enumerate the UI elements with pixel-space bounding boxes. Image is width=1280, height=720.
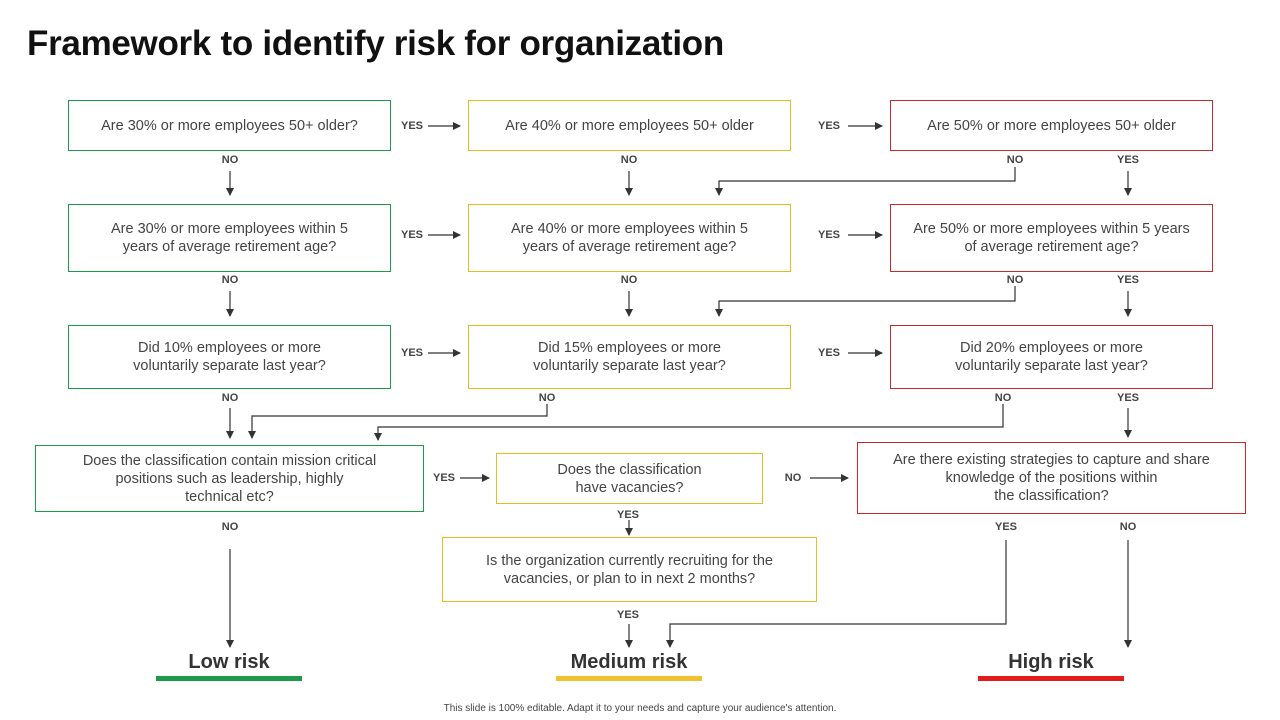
label-no: NO	[784, 472, 802, 484]
label-no: NO	[994, 392, 1012, 404]
arrow-r1-y2	[719, 167, 1015, 195]
high-risk-bar	[978, 676, 1124, 681]
box-r4: Are there existing strategies to capture and share knowledge of the positions within the classification?	[857, 442, 1246, 514]
outcome-low-risk: Low risk	[188, 651, 270, 673]
label-yes: YES	[1116, 274, 1140, 286]
box-y3: Did 15% employees or more voluntarily separate last year?	[468, 325, 791, 389]
medium-risk-bar	[556, 676, 702, 681]
label-no: NO	[1006, 154, 1024, 166]
low-risk-bar	[156, 676, 302, 681]
box-g2: Are 30% or more employees within 5 years of average retirement age?	[68, 204, 391, 272]
label-no: NO	[221, 154, 239, 166]
outcome-medium-risk: Medium risk	[570, 651, 688, 673]
box-g4: Does the classification contain mission critical positions such as leadership, highly technical etc?	[35, 445, 424, 512]
label-yes: YES	[817, 229, 841, 241]
label-no: NO	[620, 274, 638, 286]
box-y4: Does the classification have vacancies?	[496, 453, 763, 504]
label-yes: YES	[817, 120, 841, 132]
box-g3: Did 10% employees or more voluntarily separate last year?	[68, 325, 391, 389]
outcome-high-risk: High risk	[1008, 651, 1094, 673]
arrow-y3-g4	[252, 404, 547, 438]
box-y5: Is the organization currently recruiting for the vacancies, or plan to in next 2 months?	[442, 537, 817, 602]
label-no: NO	[1119, 521, 1137, 533]
label-no: NO	[221, 392, 239, 404]
label-yes: YES	[616, 609, 640, 621]
arrow-r3-g4	[378, 404, 1003, 440]
box-g1: Are 30% or more employees 50+ older?	[68, 100, 391, 151]
label-yes: YES	[400, 229, 424, 241]
footer-note: This slide is 100% editable. Adapt it to your needs and capture your audience's attention.	[443, 703, 837, 714]
label-yes: YES	[400, 120, 424, 132]
label-yes: YES	[400, 347, 424, 359]
label-no: NO	[620, 154, 638, 166]
label-no: NO	[1006, 274, 1024, 286]
label-yes: YES	[994, 521, 1018, 533]
label-no: NO	[221, 521, 239, 533]
label-yes: YES	[432, 472, 456, 484]
page-title: Framework to identify risk for organization	[27, 24, 724, 63]
label-no: NO	[221, 274, 239, 286]
box-r1: Are 50% or more employees 50+ older	[890, 100, 1213, 151]
label-yes: YES	[817, 347, 841, 359]
arrow-r2-y3	[719, 286, 1015, 316]
label-no: NO	[538, 392, 556, 404]
box-r2: Are 50% or more employees within 5 years of average retirement age?	[890, 204, 1213, 272]
box-r3: Did 20% employees or more voluntarily separate last year?	[890, 325, 1213, 389]
label-yes: YES	[616, 509, 640, 521]
label-yes: YES	[1116, 392, 1140, 404]
box-y1: Are 40% or more employees 50+ older	[468, 100, 791, 151]
label-yes: YES	[1116, 154, 1140, 166]
box-y2: Are 40% or more employees within 5 years of average retirement age?	[468, 204, 791, 272]
